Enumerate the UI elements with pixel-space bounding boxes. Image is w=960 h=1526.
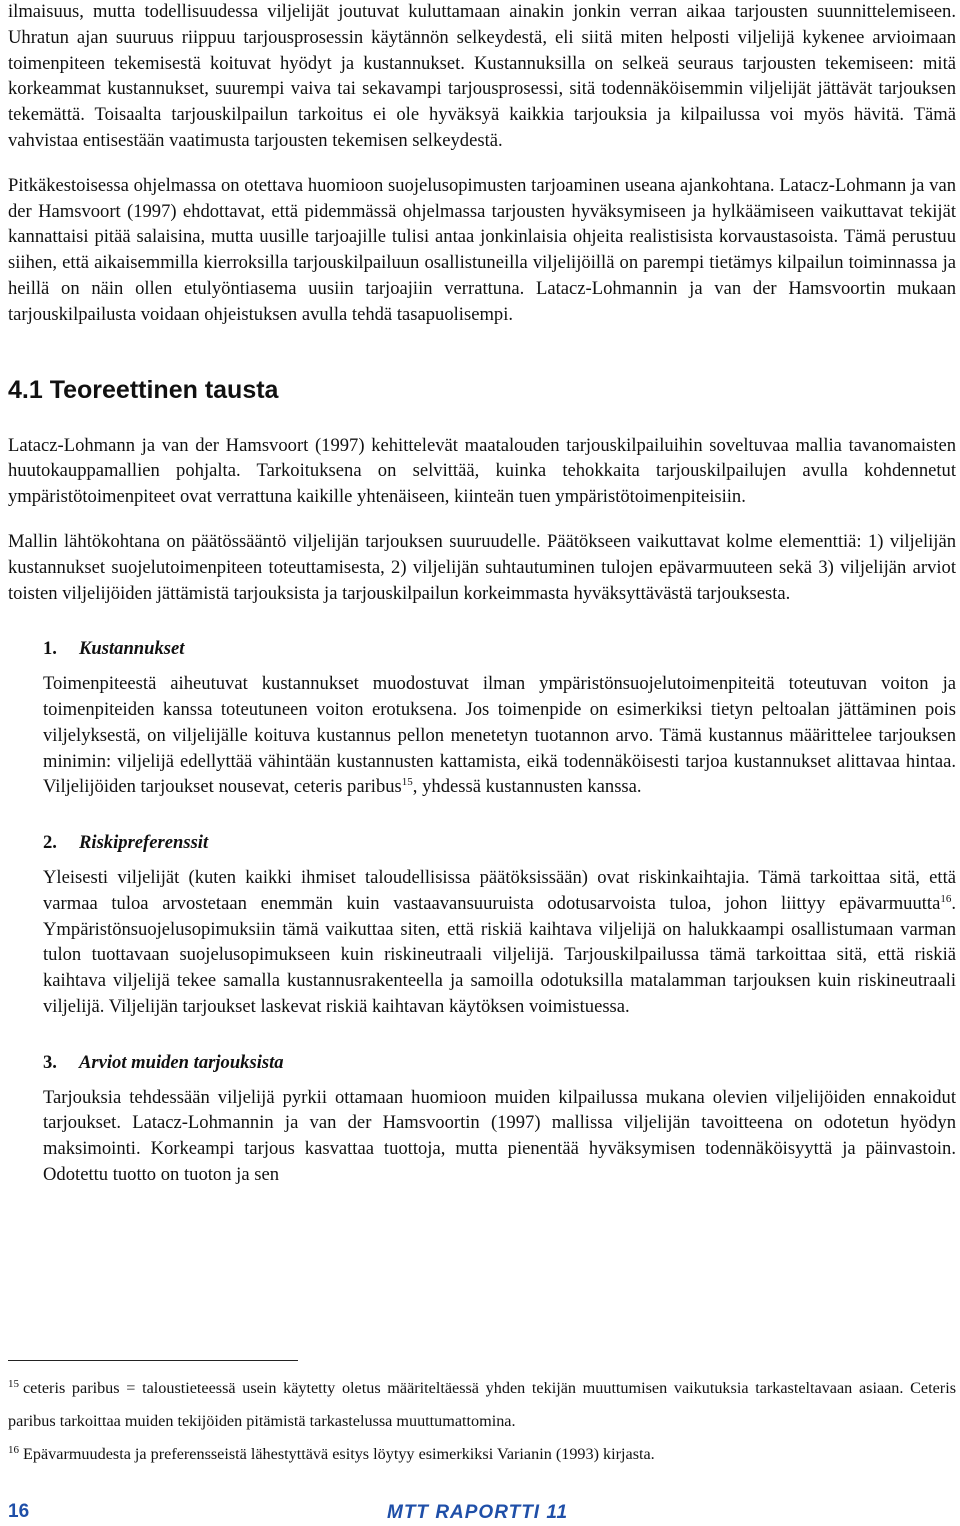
list-item-number: 2.: [43, 832, 57, 854]
footnote-text: Epävarmuudesta ja preferensseistä lähestyttävä esitys löytyy esimerkiksi Varianin (1993) kirjasta.: [23, 1445, 655, 1463]
footnote-divider: [8, 1360, 298, 1361]
footnote-text: ceteris paribus = taloustieteessä usein käytetty oletus määriteltäessä yhden tekijän muuttumisen vaikutuksia tarkasteltavaan asiaan. Ceteris paribus tarkoittaa muiden tekijöiden pitämistä tarkastelussa muuttumattomina.: [8, 1379, 956, 1430]
section-paragraph-1: Latacz-Lohmann ja van der Hamsvoort (1997) kehittelevät maatalouden tarjouskilpailuihin soveltuvaa mallia tavanomaisten huutokauppamallien pohjalta. Tarkoituksena on selvittää, kuinka tehokkaita tarjouskilpailujen avulla kohdennetut ympäristötoimenpiteet ovat verrattuna kaikille yhtenäiseen, kiinteän tuen ympäristötoimenpiteisiin.: [8, 434, 956, 508]
list-item-heading: [43, 830, 956, 856]
footnote-15: [8, 1372, 956, 1438]
section-heading: 4.1 Teoreettinen tausta: [8, 375, 279, 404]
list-item-text-part: . Ympäristönsuojelusopimuksiin tämä vaikuttaa siten, että riskiä kaihtava viljelijä on halukkaampi osallistumaan varman tulon tuottavaan suojelusopimukseen kuin riskineutraali viljelijä. Tarjouskilpailussa tämä tarkoittaa sitä, että riskiä kaihtava viljelijä tekee samalla kustannusrakenteella ja samoilla odotuksilla matalamman tarjouksen kuin riskineutraali viljelijä. Viljelijän tarjoukset laskevat riskiä kaihtavan käytöksen voimistuessa.: [43, 892, 956, 1017]
list-item-heading: [43, 636, 956, 662]
list-item-text-part: Toimenpiteestä aiheutuvat kustannukset muodostuvat ilman ympäristönsuojelutoimenpiteitä toteutuvan voiton ja toimenpiteiden kanssa toteutuneen voiton erotuksena. Jos toimenpide on esimerkiksi tietyn peltoalan jättäminen pois viljelyksestä, on viljelijälle koituva kustannus pellon menetetyn tuotannon arvo. Tämä kustannus määrittelee tarjouksen minimin: viljelijä edellyttää vähintään kustannusten kattamista, eikä todennäköisesti tarjoa kustannukset alittavaa hintaa. Viljelijöiden tarjoukset nousevat, ceteris paribus: [43, 673, 956, 798]
list-item-number: 1.: [43, 638, 57, 660]
footnote-ref-16[interactable]: 16: [940, 892, 952, 905]
list-item-title: Riskipreferenssit: [79, 832, 209, 854]
series-logo: MTT RAPORTTI 11: [387, 1502, 569, 1523]
list-item-estimates: [43, 1050, 956, 1188]
list-item-text: [43, 865, 956, 1020]
list-item-heading: [43, 1050, 956, 1076]
list-item-text: [43, 671, 956, 800]
list-item-text-part: , yhdessä kustannusten kanssa.: [412, 776, 642, 798]
body-paragraph-1: ilmaisuus, mutta todellisuudessa viljelijät joutuvat kuluttamaan ainakin jonkin verran aikaa tarjousten suunnittelemiseen. Uhratun ajan suuruus riippuu tarjousprosessin käytännön selkeydestä, eli siitä miten helposti viljelijä kykenee arvioimaan toimenpiteen tekemisestä koituvat hyödyt ja kustannukset. Kustannuksilla on selkeä seuraus tarjousten tekemiseen: mitä korkeammat kustannukset, suurempi vaiva tai sekavampi tarjousprosessi, sitä todennäköisemmin viljelijät jättävät tarjouksen tekemättä. Toisaalta tarjouskilpailun tarkoitus ei ole hyväksyä kaikkia tarjouksia ja kilpailussa voi myös hävitä. Tämä vahvistaa entisestään vaatimusta tarjousten tekemisen selkeydestä.: [8, 1, 956, 151]
list-item-text-part: Tarjouksia tehdessään viljelijä pyrkii ottamaan huomioon muiden kilpailussa mukana olevien viljelijöiden ennakoidut tarjoukset. Latacz-Lohmannin ja van der Hamsvoortin (1997) mallissa viljelijän tavoitteena on odotetun hyödyn maksimointi. Korkeampi tarjous kasvattaa tuottoja, mutta pienentää hyväksymisen todennäköisyyttä ja päinvastoin. Odotettu tuotto on tuoton ja sen: [43, 1086, 956, 1185]
list-item-costs: [43, 636, 956, 800]
list-item-number: 3.: [43, 1051, 57, 1073]
footnote-ref-15[interactable]: 15: [401, 776, 413, 789]
list-item-text: [43, 1085, 956, 1188]
section-paragraph-2: Mallin lähtökohtana on päätössääntö viljelijän tarjouksen suuruudelle. Päätökseen vaikuttavat kolme elementtiä: 1) viljelijän kustannukset suojelutoimenpiteen toteuttamisesta, 2) viljelijän suhtautuminen tulojen epävarmuuteen sekä 3) viljelijän arviot toisten viljelijöiden jättämistä tarjouksista ja tarjouskilpailun korkeimmasta hyväksyttävästä tarjouksesta.: [8, 530, 956, 604]
list-item-text-part: Yleisesti viljelijät (kuten kaikki ihmiset taloudellisissa päätöksissään) ovat riskinkaihtajia. Tämä tarkoittaa sitä, että varmaa tuloa arvostetaan enemmän kuin vastaavansuuruista odotusarvoista tuloa, johon liittyy epävarmuutta: [43, 866, 956, 914]
list-item-risk-preferences: [43, 830, 956, 1020]
footnote-16: [8, 1438, 956, 1471]
footnotes: [8, 1372, 956, 1471]
list-item-title: Arviot muiden tarjouksista: [79, 1051, 284, 1073]
page-content: [8, 0, 956, 1188]
list-item-title: Kustannukset: [79, 638, 185, 660]
footnote-number: 15: [8, 1377, 19, 1390]
footnote-number: 16: [8, 1443, 19, 1456]
body-paragraph-2: Pitkäkestoisessa ohjelmassa on otettava huomioon suojelusopimusten tarjoaminen useana ajankohtana. Latacz-Lohmann ja van der Hamsvoort (1997) ehdottavat, että pidemmässä ohjelmassa tarjousten hyväksymiseen ja hylkäämiseen vaikuttavat tekijät kannattaisi pitää salaisina, mutta uusille tarjoajille tulisi antaa jonkinlaisia ohjeita realistisista korvaustasoista. Tämä perustuu siihen, että aikaisemmilla kierroksilla tarjouskilpailuun osallistuneilla viljelijöillä on parempi tietämys kilpailun toiminnassa ja heillä on näin ollen etulyöntiasema uusiin tarjoajiin verrattuna. Latacz-Lohmannin ja van der Hamsvoortin mukaan tarjouskilpailusta voidaan ohjeistuksen avulla tehdä tasapuolisempi.: [8, 174, 956, 325]
page-number: 16: [8, 1501, 30, 1522]
